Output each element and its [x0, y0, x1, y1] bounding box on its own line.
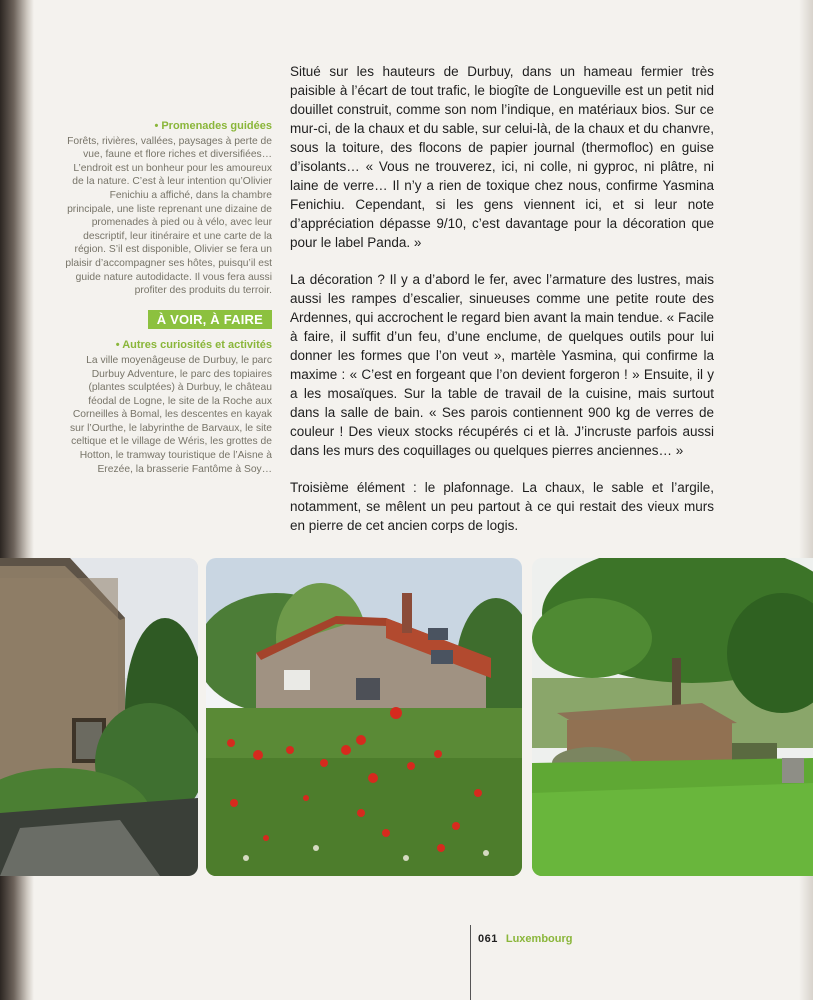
section-name: Luxembourg [505, 933, 573, 945]
curiosites-text: La ville moyenâgeuse de Durbuy, le parc Durbuy Adventure, le parc des topiaires (plantes sculptées) à Durbuy, le château féodal de Logne, le site de la Roche aux Corneilles à Bomal, les descentes en kayak sur l’Ourthe, le labyrinthe de Barvaux, le site celtique et le village de Wéris, les grottes de Hotton, le tramway touristique de l’Aisne à Erezée, la brasserie Fantôme à Soy… [69, 354, 272, 475]
promenades-text: Forêts, rivières, vallées, paysages à perte de vue, faune et flore riches et diversifiées… L’endroit est un bonheur pour les amoureux de la nature. C’est à leur intention qu’Olivier Fenichiu a affiché, dans la chambre principale, une liste reprenant une dizaine de promenades à pied ou à vélo, avec leur descriptif, leur itinéraire et une carte de la région. S’il est disponible, Olivier se fera un plaisir d’accompagner ses hôtes, puisqu’il est guide nature autodidacte. Il vous fera aussi profiter des produits du terroir. [65, 135, 272, 297]
page-folio [478, 933, 572, 945]
photo-stone-house [0, 558, 198, 876]
article-paragraph-1: Situé sur les hauteurs de Durbuy, dans un hameau fermier très paisible à l’écart de tout trafic, le biogîte de Longueville est un petit nid douillet construit, comme son nom l’indique, en matériaux bios. Sur ce mur-ci, de la chaux et du sable, sur celui-là, de la chaux et du chanvre, sous la toiture, des flocons de papier journal (thermofloc) en guise d’isolants… « Vous ne trouverez, ici, ni colle, ni gyproc, ni plâtre, ni laine de verre… Il n’y a rien de toxique chez nous, confirme Yasmina Fenichiu. Cependant, si les gens viennent ici, et si leur note d’appréciation dépasse 9/10, c’est davantage pour la décoration que pour le label Panda. » [290, 64, 714, 250]
curiosites-heading: • Autres curiosités et activités [115, 339, 272, 352]
article-paragraph-2: La décoration ? Il y a d’abord le fer, avec l’armature des lustres, mais aussi les rampes d’escalier, sinueuses comme une petite route des Ardennes, qui accrochent le regard bien avant la main tendue. « Facile à faire, il suffit d’un feu, d’une enclume, de quelques outils pour lui donner les formes que l’on veut », martèle Yasmina, qui confirme la maxime : « C’est en forgeant que l’on devient forgeron ! » Ensuite, il y a les mosaïques. Sur la table de travail de la cuisine, mais surtout dans la salle de bain. « Ses parois contiennent 900 kg de verres de couleur ! Des vieux stocks récupérés ci et là. J’incruste parfois aussi dans les murs des coquillages ou quelques pierres anciennes… » [290, 272, 714, 458]
page-number: 061 [478, 933, 498, 945]
article-body [290, 62, 714, 553]
folio-divider [470, 925, 471, 1000]
photo-garden-shed [532, 558, 813, 876]
sidebar-info [60, 120, 272, 476]
section-banner: À VOIR, À FAIRE [148, 310, 272, 330]
promenades-heading: • Promenades guidées [154, 120, 272, 132]
article-paragraph-3: Troisième élément : le plafonnage. La chaux, le sable et l’argile, notamment, se mêlent un peu partout à ce qui restait des vieux murs en pierre de cet ancien corps de logis. [290, 480, 714, 533]
photo-house-poppies [206, 558, 522, 876]
